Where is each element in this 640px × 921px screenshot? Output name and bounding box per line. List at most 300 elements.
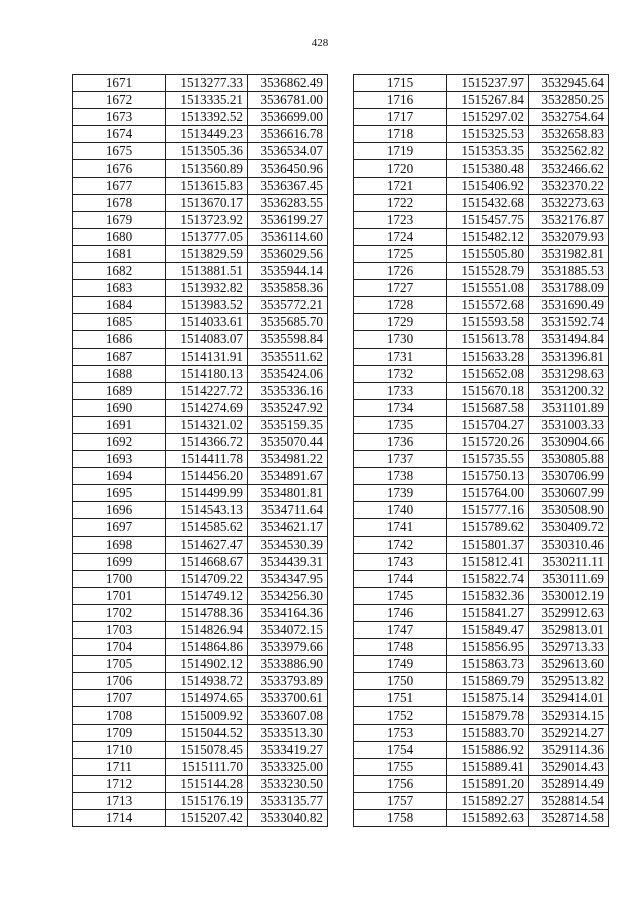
point-id-cell: 1705 — [73, 656, 166, 673]
point-id-cell: 1678 — [73, 194, 166, 211]
table-row — [354, 690, 609, 707]
table-row — [73, 433, 328, 450]
x-coordinate-cell: 1515297.02 — [447, 109, 529, 126]
point-id-cell: 1679 — [73, 211, 166, 228]
point-id-cell: 1724 — [354, 228, 447, 245]
y-coordinate-cell: 3535247.92 — [248, 399, 328, 416]
point-id-cell: 1695 — [73, 485, 166, 502]
x-coordinate-cell: 1515883.70 — [447, 724, 529, 741]
x-coordinate-cell: 1515750.13 — [447, 468, 529, 485]
x-coordinate-cell: 1515078.45 — [166, 741, 248, 758]
point-id-cell: 1729 — [354, 314, 447, 331]
table-row — [354, 758, 609, 775]
y-coordinate-cell: 3531592.74 — [529, 314, 609, 331]
y-coordinate-cell: 3533700.61 — [248, 690, 328, 707]
x-coordinate-cell: 1515812.41 — [447, 553, 529, 570]
table-row — [73, 297, 328, 314]
point-id-cell: 1684 — [73, 297, 166, 314]
table-row — [354, 280, 609, 297]
x-coordinate-cell: 1513777.05 — [166, 228, 248, 245]
x-coordinate-cell: 1515432.68 — [447, 194, 529, 211]
y-coordinate-cell: 3530111.69 — [529, 570, 609, 587]
x-coordinate-cell: 1513277.33 — [166, 75, 248, 92]
x-coordinate-cell: 1515735.55 — [447, 451, 529, 468]
x-coordinate-cell: 1515207.42 — [166, 810, 248, 827]
x-coordinate-cell: 1514033.61 — [166, 314, 248, 331]
point-id-cell: 1676 — [73, 160, 166, 177]
point-id-cell: 1745 — [354, 587, 447, 604]
table-row — [73, 382, 328, 399]
y-coordinate-cell: 3536114.60 — [248, 228, 328, 245]
x-coordinate-cell: 1514709.22 — [166, 570, 248, 587]
table-row — [354, 382, 609, 399]
y-coordinate-cell: 3536781.00 — [248, 92, 328, 109]
table-row — [73, 365, 328, 382]
point-id-cell: 1732 — [354, 365, 447, 382]
table-row — [73, 639, 328, 656]
point-id-cell: 1682 — [73, 263, 166, 280]
x-coordinate-cell: 1515789.62 — [447, 519, 529, 536]
point-id-cell: 1697 — [73, 519, 166, 536]
point-id-cell: 1726 — [354, 263, 447, 280]
x-coordinate-cell: 1514543.13 — [166, 502, 248, 519]
table-row — [73, 468, 328, 485]
x-coordinate-cell: 1514668.67 — [166, 553, 248, 570]
table-row — [354, 810, 609, 827]
table-row — [354, 587, 609, 604]
x-coordinate-cell: 1514749.12 — [166, 587, 248, 604]
x-coordinate-cell: 1515406.92 — [447, 177, 529, 194]
table-row — [73, 348, 328, 365]
point-id-cell: 1756 — [354, 775, 447, 792]
x-coordinate-cell: 1514499.99 — [166, 485, 248, 502]
x-coordinate-cell: 1515889.41 — [447, 758, 529, 775]
table-row — [73, 741, 328, 758]
point-id-cell: 1734 — [354, 399, 447, 416]
point-id-cell: 1728 — [354, 297, 447, 314]
table-row — [354, 399, 609, 416]
point-id-cell: 1673 — [73, 109, 166, 126]
x-coordinate-cell: 1513392.52 — [166, 109, 248, 126]
point-id-cell: 1748 — [354, 639, 447, 656]
x-coordinate-cell: 1514864.86 — [166, 639, 248, 656]
x-coordinate-cell: 1515613.78 — [447, 331, 529, 348]
point-id-cell: 1758 — [354, 810, 447, 827]
y-coordinate-cell: 3529613.60 — [529, 656, 609, 673]
x-coordinate-cell: 1515325.53 — [447, 126, 529, 143]
point-id-cell: 1744 — [354, 570, 447, 587]
table-row — [354, 348, 609, 365]
x-coordinate-cell: 1514826.94 — [166, 622, 248, 639]
table-row — [73, 690, 328, 707]
point-id-cell: 1717 — [354, 109, 447, 126]
y-coordinate-cell: 3530805.88 — [529, 451, 609, 468]
x-coordinate-cell: 1514180.13 — [166, 365, 248, 382]
y-coordinate-cell: 3536367.45 — [248, 177, 328, 194]
point-id-cell: 1699 — [73, 553, 166, 570]
y-coordinate-cell: 3533040.82 — [248, 810, 328, 827]
y-coordinate-cell: 3529414.01 — [529, 690, 609, 707]
table-row — [73, 416, 328, 433]
table-row — [354, 365, 609, 382]
y-coordinate-cell: 3530508.90 — [529, 502, 609, 519]
point-id-cell: 1710 — [73, 741, 166, 758]
point-id-cell: 1752 — [354, 707, 447, 724]
x-coordinate-cell: 1515380.48 — [447, 160, 529, 177]
x-coordinate-cell: 1515777.16 — [447, 502, 529, 519]
x-coordinate-cell: 1515528.79 — [447, 263, 529, 280]
point-id-cell: 1723 — [354, 211, 447, 228]
point-id-cell: 1692 — [73, 433, 166, 450]
x-coordinate-cell: 1515572.68 — [447, 297, 529, 314]
y-coordinate-cell: 3535511.62 — [248, 348, 328, 365]
x-coordinate-cell: 1515869.79 — [447, 673, 529, 690]
point-id-cell: 1733 — [354, 382, 447, 399]
x-coordinate-cell: 1515704.27 — [447, 416, 529, 433]
table-row — [354, 245, 609, 262]
table-row — [354, 622, 609, 639]
x-coordinate-cell: 1515652.08 — [447, 365, 529, 382]
y-coordinate-cell: 3535424.06 — [248, 365, 328, 382]
point-id-cell: 1690 — [73, 399, 166, 416]
y-coordinate-cell: 3532176.87 — [529, 211, 609, 228]
x-coordinate-cell: 1515863.73 — [447, 656, 529, 673]
y-coordinate-cell: 3534164.36 — [248, 604, 328, 621]
table-row — [354, 656, 609, 673]
y-coordinate-cell: 3532658.83 — [529, 126, 609, 143]
point-id-cell: 1754 — [354, 741, 447, 758]
table-row — [73, 228, 328, 245]
y-coordinate-cell: 3531396.81 — [529, 348, 609, 365]
x-coordinate-cell: 1515891.20 — [447, 775, 529, 792]
point-id-cell: 1680 — [73, 228, 166, 245]
x-coordinate-cell: 1514274.69 — [166, 399, 248, 416]
table-row — [73, 126, 328, 143]
table-row — [354, 570, 609, 587]
x-coordinate-cell: 1514411.78 — [166, 451, 248, 468]
table-row — [73, 604, 328, 621]
point-id-cell: 1722 — [354, 194, 447, 211]
table-row — [354, 194, 609, 211]
table-row — [354, 724, 609, 741]
table-row — [73, 792, 328, 809]
y-coordinate-cell: 3534256.30 — [248, 587, 328, 604]
table-row — [354, 451, 609, 468]
y-coordinate-cell: 3529713.33 — [529, 639, 609, 656]
page-number: 428 — [311, 37, 329, 49]
point-id-cell: 1742 — [354, 536, 447, 553]
y-coordinate-cell: 3536450.96 — [248, 160, 328, 177]
y-coordinate-cell: 3532945.64 — [529, 75, 609, 92]
y-coordinate-cell: 3534439.31 — [248, 553, 328, 570]
table-row — [73, 707, 328, 724]
table-row — [73, 775, 328, 792]
table-row — [73, 758, 328, 775]
table-row — [354, 331, 609, 348]
y-coordinate-cell: 3529114.36 — [529, 741, 609, 758]
y-coordinate-cell: 3531003.33 — [529, 416, 609, 433]
y-coordinate-cell: 3532273.63 — [529, 194, 609, 211]
y-coordinate-cell: 3535772.21 — [248, 297, 328, 314]
point-id-cell: 1703 — [73, 622, 166, 639]
point-id-cell: 1704 — [73, 639, 166, 656]
y-coordinate-cell: 3535336.16 — [248, 382, 328, 399]
table-row — [354, 297, 609, 314]
table-row — [354, 263, 609, 280]
x-coordinate-cell: 1514938.72 — [166, 673, 248, 690]
table-row — [354, 741, 609, 758]
table-row — [354, 707, 609, 724]
x-coordinate-cell: 1515551.08 — [447, 280, 529, 297]
x-coordinate-cell: 1515593.58 — [447, 314, 529, 331]
y-coordinate-cell: 3532754.64 — [529, 109, 609, 126]
point-id-cell: 1755 — [354, 758, 447, 775]
point-id-cell: 1698 — [73, 536, 166, 553]
point-id-cell: 1721 — [354, 177, 447, 194]
coordinate-table-right — [353, 74, 609, 827]
x-coordinate-cell: 1515267.84 — [447, 92, 529, 109]
x-coordinate-cell: 1513449.23 — [166, 126, 248, 143]
x-coordinate-cell: 1514902.12 — [166, 656, 248, 673]
table-row — [73, 587, 328, 604]
y-coordinate-cell: 3534530.39 — [248, 536, 328, 553]
x-coordinate-cell: 1513983.52 — [166, 297, 248, 314]
y-coordinate-cell: 3531690.49 — [529, 297, 609, 314]
table-row — [73, 92, 328, 109]
table-row — [73, 622, 328, 639]
y-coordinate-cell: 3534801.81 — [248, 485, 328, 502]
table-row — [73, 263, 328, 280]
y-coordinate-cell: 3533135.77 — [248, 792, 328, 809]
y-coordinate-cell: 3531885.53 — [529, 263, 609, 280]
x-coordinate-cell: 1515892.63 — [447, 810, 529, 827]
table-row — [354, 416, 609, 433]
x-coordinate-cell: 1515482.12 — [447, 228, 529, 245]
point-id-cell: 1737 — [354, 451, 447, 468]
x-coordinate-cell: 1515879.78 — [447, 707, 529, 724]
x-coordinate-cell: 1513615.83 — [166, 177, 248, 194]
y-coordinate-cell: 3531982.81 — [529, 245, 609, 262]
point-id-cell: 1736 — [354, 433, 447, 450]
y-coordinate-cell: 3535159.35 — [248, 416, 328, 433]
point-id-cell: 1738 — [354, 468, 447, 485]
point-id-cell: 1747 — [354, 622, 447, 639]
table-row — [354, 314, 609, 331]
x-coordinate-cell: 1515353.35 — [447, 143, 529, 160]
x-coordinate-cell: 1515832.36 — [447, 587, 529, 604]
x-coordinate-cell: 1515764.00 — [447, 485, 529, 502]
y-coordinate-cell: 3532370.22 — [529, 177, 609, 194]
table-row — [354, 160, 609, 177]
y-coordinate-cell: 3532850.25 — [529, 92, 609, 109]
table-row — [354, 485, 609, 502]
table-row — [354, 126, 609, 143]
y-coordinate-cell: 3531788.09 — [529, 280, 609, 297]
y-coordinate-cell: 3534621.17 — [248, 519, 328, 536]
y-coordinate-cell: 3533979.66 — [248, 639, 328, 656]
y-coordinate-cell: 3533230.50 — [248, 775, 328, 792]
table-row — [354, 143, 609, 160]
point-id-cell: 1693 — [73, 451, 166, 468]
y-coordinate-cell: 3531200.32 — [529, 382, 609, 399]
x-coordinate-cell: 1515670.18 — [447, 382, 529, 399]
point-id-cell: 1685 — [73, 314, 166, 331]
y-coordinate-cell: 3536862.49 — [248, 75, 328, 92]
y-coordinate-cell: 3535944.14 — [248, 263, 328, 280]
coordinate-table-left — [72, 74, 328, 827]
y-coordinate-cell: 3529513.82 — [529, 673, 609, 690]
y-coordinate-cell: 3531494.84 — [529, 331, 609, 348]
y-coordinate-cell: 3532466.62 — [529, 160, 609, 177]
y-coordinate-cell: 3531298.63 — [529, 365, 609, 382]
x-coordinate-cell: 1515841.27 — [447, 604, 529, 621]
y-coordinate-cell: 3535858.36 — [248, 280, 328, 297]
table-row — [73, 211, 328, 228]
y-coordinate-cell: 3531101.89 — [529, 399, 609, 416]
y-coordinate-cell: 3530607.99 — [529, 485, 609, 502]
table-row — [73, 177, 328, 194]
y-coordinate-cell: 3536283.55 — [248, 194, 328, 211]
y-coordinate-cell: 3529014.43 — [529, 758, 609, 775]
y-coordinate-cell: 3536029.56 — [248, 245, 328, 262]
table-row — [354, 502, 609, 519]
table-row — [354, 536, 609, 553]
table-row — [73, 109, 328, 126]
point-id-cell: 1740 — [354, 502, 447, 519]
x-coordinate-cell: 1513505.36 — [166, 143, 248, 160]
x-coordinate-cell: 1513723.92 — [166, 211, 248, 228]
point-id-cell: 1708 — [73, 707, 166, 724]
y-coordinate-cell: 3530409.72 — [529, 519, 609, 536]
y-coordinate-cell: 3530310.46 — [529, 536, 609, 553]
y-coordinate-cell: 3533325.00 — [248, 758, 328, 775]
point-id-cell: 1712 — [73, 775, 166, 792]
x-coordinate-cell: 1515875.14 — [447, 690, 529, 707]
table-row — [73, 331, 328, 348]
y-coordinate-cell: 3534891.67 — [248, 468, 328, 485]
y-coordinate-cell: 3533607.08 — [248, 707, 328, 724]
table-row — [73, 451, 328, 468]
point-id-cell: 1709 — [73, 724, 166, 741]
y-coordinate-cell: 3534981.22 — [248, 451, 328, 468]
y-coordinate-cell: 3530211.11 — [529, 553, 609, 570]
y-coordinate-cell: 3533886.90 — [248, 656, 328, 673]
y-coordinate-cell: 3528714.58 — [529, 810, 609, 827]
y-coordinate-cell: 3528914.49 — [529, 775, 609, 792]
table-row — [73, 673, 328, 690]
x-coordinate-cell: 1513881.51 — [166, 263, 248, 280]
y-coordinate-cell: 3533793.89 — [248, 673, 328, 690]
point-id-cell: 1675 — [73, 143, 166, 160]
point-id-cell: 1715 — [354, 75, 447, 92]
point-id-cell: 1694 — [73, 468, 166, 485]
x-coordinate-cell: 1515892.27 — [447, 792, 529, 809]
y-coordinate-cell: 3530706.99 — [529, 468, 609, 485]
point-id-cell: 1674 — [73, 126, 166, 143]
point-id-cell: 1683 — [73, 280, 166, 297]
table-row — [73, 280, 328, 297]
point-id-cell: 1746 — [354, 604, 447, 621]
table-row — [73, 553, 328, 570]
table-row — [354, 109, 609, 126]
table-row — [73, 570, 328, 587]
x-coordinate-cell: 1515505.80 — [447, 245, 529, 262]
x-coordinate-cell: 1515822.74 — [447, 570, 529, 587]
table-row — [73, 502, 328, 519]
y-coordinate-cell: 3536616.78 — [248, 126, 328, 143]
table-row — [73, 75, 328, 92]
x-coordinate-cell: 1514366.72 — [166, 433, 248, 450]
point-id-cell: 1688 — [73, 365, 166, 382]
table-row — [354, 553, 609, 570]
point-id-cell: 1672 — [73, 92, 166, 109]
table-row — [354, 604, 609, 621]
point-id-cell: 1731 — [354, 348, 447, 365]
point-id-cell: 1741 — [354, 519, 447, 536]
x-coordinate-cell: 1515144.28 — [166, 775, 248, 792]
y-coordinate-cell: 3535070.44 — [248, 433, 328, 450]
x-coordinate-cell: 1513932.82 — [166, 280, 248, 297]
y-coordinate-cell: 3528814.54 — [529, 792, 609, 809]
point-id-cell: 1751 — [354, 690, 447, 707]
x-coordinate-cell: 1514321.02 — [166, 416, 248, 433]
y-coordinate-cell: 3529214.27 — [529, 724, 609, 741]
table-row — [354, 519, 609, 536]
y-coordinate-cell: 3529813.01 — [529, 622, 609, 639]
point-id-cell: 1686 — [73, 331, 166, 348]
point-id-cell: 1691 — [73, 416, 166, 433]
x-coordinate-cell: 1514627.47 — [166, 536, 248, 553]
table-row — [73, 810, 328, 827]
point-id-cell: 1671 — [73, 75, 166, 92]
y-coordinate-cell: 3529314.15 — [529, 707, 609, 724]
y-coordinate-cell: 3535685.70 — [248, 314, 328, 331]
table-row — [73, 245, 328, 262]
x-coordinate-cell: 1513829.59 — [166, 245, 248, 262]
table-row — [354, 92, 609, 109]
table-row — [354, 75, 609, 92]
point-id-cell: 1739 — [354, 485, 447, 502]
x-coordinate-cell: 1514585.62 — [166, 519, 248, 536]
x-coordinate-cell: 1515009.92 — [166, 707, 248, 724]
x-coordinate-cell: 1514788.36 — [166, 604, 248, 621]
y-coordinate-cell: 3536699.00 — [248, 109, 328, 126]
table-row — [73, 724, 328, 741]
y-coordinate-cell: 3534711.64 — [248, 502, 328, 519]
x-coordinate-cell: 1515044.52 — [166, 724, 248, 741]
point-id-cell: 1713 — [73, 792, 166, 809]
table-row — [73, 143, 328, 160]
y-coordinate-cell: 3530012.19 — [529, 587, 609, 604]
table-row — [354, 639, 609, 656]
point-id-cell: 1707 — [73, 690, 166, 707]
point-id-cell: 1725 — [354, 245, 447, 262]
x-coordinate-cell: 1515237.97 — [447, 75, 529, 92]
point-id-cell: 1706 — [73, 673, 166, 690]
x-coordinate-cell: 1515687.58 — [447, 399, 529, 416]
table-row — [354, 433, 609, 450]
x-coordinate-cell: 1514456.20 — [166, 468, 248, 485]
x-coordinate-cell: 1515886.92 — [447, 741, 529, 758]
table-row — [354, 177, 609, 194]
y-coordinate-cell: 3529912.63 — [529, 604, 609, 621]
y-coordinate-cell: 3534072.15 — [248, 622, 328, 639]
table-row — [73, 536, 328, 553]
y-coordinate-cell: 3530904.66 — [529, 433, 609, 450]
table-row — [354, 792, 609, 809]
table-row — [354, 211, 609, 228]
point-id-cell: 1730 — [354, 331, 447, 348]
